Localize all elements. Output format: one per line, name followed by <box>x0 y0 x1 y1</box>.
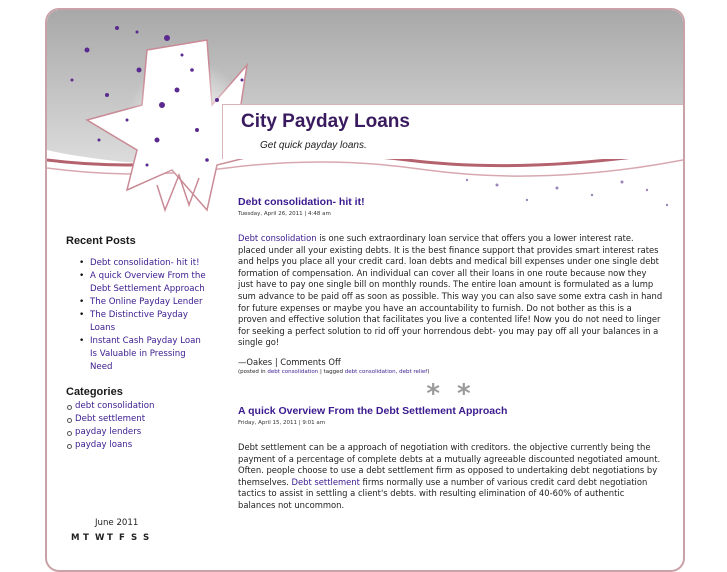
post-date: Friday, April 15, 2011 | 9:01 am <box>238 419 326 426</box>
post-body-text: is one such extraordinary loan service that offers you a lower interest rate. placed under all your existing debts. It is the best finance support that provides smart interest rates and helps you place all your credit card. loan debts and medical bill expenses under one single debt formation of compensation. An individual can cover all their loans in one route because now they just have to pay one single bill on monthly rounds. The entire loan amount is formulated as a lump sum advance to be paid off as soon as possible. This way you can also save some extra cash in hand for future expenses or maybe you have an accountability to furnish. Do not bother as this is a proven and effective solution that facilitates you live a contented life! Now you do not need to linger for seeking a perfect solution to rid off your horrendous debt- you may pay off all your balances in a single go! <box>238 233 663 348</box>
post-body <box>238 233 663 349</box>
post-tags <box>238 369 663 375</box>
recent-posts-heading: Recent Posts <box>66 235 136 247</box>
post-category-link[interactable]: debt consolidation <box>267 368 319 375</box>
post-date: Tuesday, April 26, 2011 | 4:48 am <box>238 211 331 217</box>
category-link[interactable]: Debt settlement <box>75 413 206 426</box>
post-separator: * * <box>426 378 475 409</box>
calendar-weekday: W <box>95 533 105 543</box>
calendar-weekday: T <box>107 533 113 543</box>
post-tags-mid: | tagged <box>318 368 345 375</box>
calendar-weekday: M <box>71 533 80 543</box>
post-title[interactable]: A quick Overview From the Debt Settlement Approach <box>238 404 508 417</box>
calendar-month: June 2011 <box>95 518 139 528</box>
post-body-text: firms normally use a number of various credit card debt negotiation tactics to assist in settling a client's debts. with resulting elimination of 40-60% of authentic balances not uncommon. <box>238 476 648 510</box>
recent-post-link[interactable]: • Instant Cash Payday Loan Is Valuable in Pressing Need <box>90 335 206 374</box>
post-tags-prefix: (posted in <box>238 368 268 375</box>
sidebar <box>66 235 206 452</box>
recent-post-link[interactable]: • The Distinctive Payday Loans <box>90 309 206 335</box>
category-link[interactable]: payday lenders <box>75 426 206 439</box>
recent-posts-list <box>66 257 206 374</box>
categories-heading: Categories <box>66 386 123 398</box>
category-link[interactable]: payday loans <box>75 439 206 452</box>
post-inline-link[interactable]: Debt settlement <box>291 476 360 487</box>
post <box>238 405 663 512</box>
title-box <box>222 104 684 159</box>
calendar-weekday: S <box>131 533 138 543</box>
post-title[interactable]: Debt consolidation- hit it! <box>238 196 365 208</box>
post-tag-links[interactable]: debt consolidation, debt relief <box>344 368 428 375</box>
post-author-comments: —Oakes | Comments Off <box>238 356 341 367</box>
recent-post-link[interactable]: • A quick Overview From the Debt Settlement Approach <box>90 270 206 296</box>
main-content <box>238 196 663 512</box>
site-tagline: Get quick payday loans. <box>260 140 367 151</box>
post-tags-suffix: ) <box>427 368 430 375</box>
calendar-weekday: T <box>83 533 89 543</box>
calendar-weekday-header <box>71 533 155 543</box>
post-body-text: Debt settlement can be a approach of negotiation with creditors. the objective currently being the payment of a percentage of complete debts at a mutually agreeable discounted negotiated amount. Often. people choose to use a debt settlement firm as opposed to undertaking debt negotiations by themselves. <box>238 441 661 487</box>
post <box>238 196 663 375</box>
calendar-weekday: S <box>143 533 150 543</box>
recent-post-link[interactable]: • Debt consolidation- hit it! <box>90 257 206 270</box>
post-body <box>238 442 663 512</box>
recent-post-link[interactable]: • The Online Payday Lender <box>90 296 206 309</box>
calendar-weekday: F <box>119 533 125 543</box>
post-inline-link[interactable]: Debt consolidation <box>238 233 317 243</box>
categories-list <box>66 400 206 452</box>
category-link[interactable]: debt consolidation <box>75 400 206 413</box>
site-title[interactable]: City Payday Loans <box>241 111 410 132</box>
